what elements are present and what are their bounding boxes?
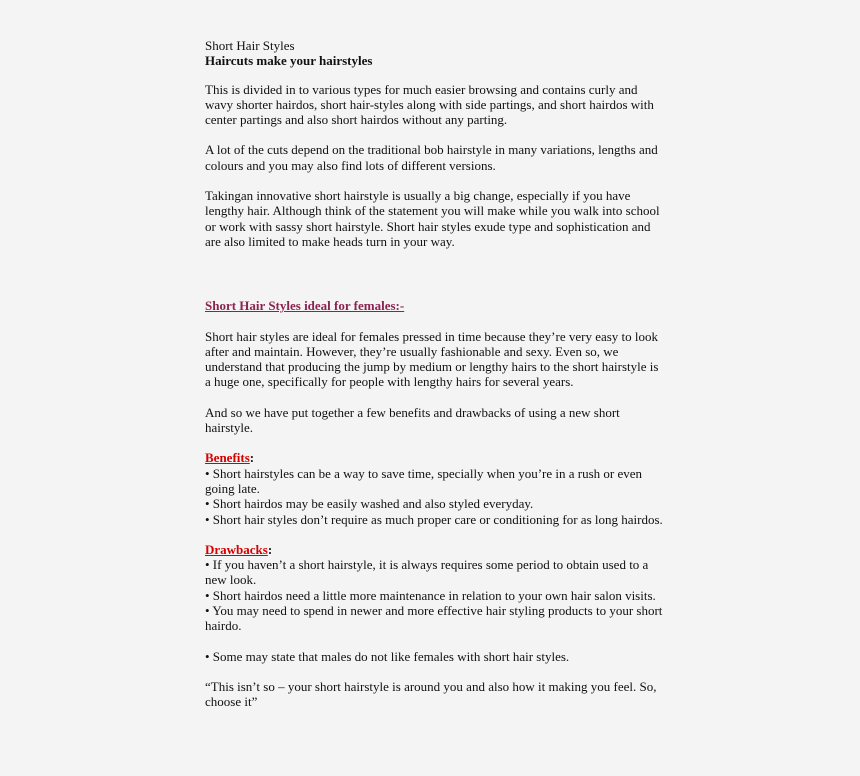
closing-quote: “This isn’t so – your short hairstyle is around you and also how it making you feel. So, choose it” bbox=[205, 678, 657, 710]
intro-paragraph-2: A lot of the cuts depend on the traditional bob hairstyle in many variations, lengths and colours and you may also find lots of different versions. bbox=[205, 142, 658, 173]
benefits-label-text: Benefits bbox=[205, 450, 250, 466]
intro-paragraph-3: Takingan innovative short hairstyle is usually a big change, especially if you have lengthy hair. Although think of the statement you will make while you walk into school or work with sassy short hairstyle. Short hair styles exude type and sophistication and are also limited to make heads turn in your way. bbox=[205, 188, 660, 249]
drawbacks-extra-item: • Some may state that males do not like females with short hair styles. bbox=[205, 648, 570, 664]
benefits-list-item: • Short hairstyles can be a way to save time, specially when you’re in a rush or even going late. bbox=[205, 465, 643, 496]
benefits-list bbox=[205, 466, 665, 527]
drawbacks-list-item: • You may need to spend in newer and more effective hair styling products to your short hairdo. bbox=[205, 603, 663, 634]
drawbacks-list bbox=[205, 557, 665, 633]
document-subtitle: Haircuts make your hairstyles bbox=[205, 53, 373, 69]
benefits-label bbox=[205, 450, 665, 465]
document-title: Short Hair Styles bbox=[205, 38, 295, 53]
drawbacks-label-colon: : bbox=[267, 541, 273, 557]
section-heading-females: Short Hair Styles ideal for females:- bbox=[205, 298, 405, 314]
section-paragraph-2: And so we have put together a few benefits and drawbacks of using a new short hairstyle. bbox=[205, 404, 620, 436]
document-content bbox=[205, 38, 665, 710]
benefits-list-item: • Short hair styles don’t require as much proper care or conditioning for as long hairdos. bbox=[205, 511, 663, 527]
benefits-list-item: • Short hairdos may be easily washed and also styled everyday. bbox=[205, 496, 534, 512]
drawbacks-label bbox=[205, 542, 665, 557]
section-paragraph-1: Short hair styles are ideal for females pressed in time because they’re very easy to look after and maintain. However, they’re usually fashionable and sexy. Even so, we understand that producing the jump by medium or lengthy hairs to the short hairstyle is a huge one, specifically for people with lengthy hairs for several years. bbox=[205, 328, 659, 390]
drawbacks-list-item: • Short hairdos need a little more maintenance in relation to your own hair salon visits. bbox=[205, 587, 656, 603]
intro-paragraph-1: This is divided in to various types for much easier browsing and contains curly and wavy shorter hairdos, short hair-styles along with side partings, and short hairdos with center partings and also short hairdos without any parting. bbox=[205, 81, 654, 128]
drawbacks-list-item: • If you haven’t a short hairstyle, it is always requires some period to obtain used to a new look. bbox=[205, 557, 649, 588]
benefits-label-colon: : bbox=[249, 450, 255, 466]
drawbacks-label-text: Drawbacks bbox=[205, 541, 268, 557]
